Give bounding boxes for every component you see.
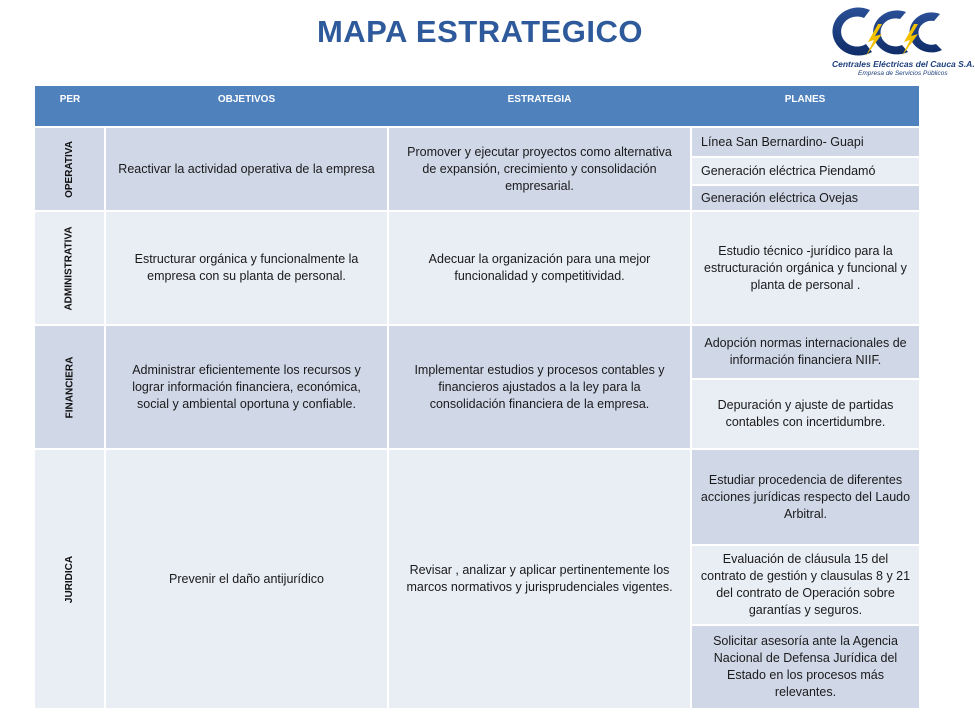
per-cell bbox=[35, 450, 104, 708]
objetivo-cell: Reactivar la actividad operativa de la empresa bbox=[106, 128, 387, 210]
logo-mark-icon bbox=[822, 2, 952, 62]
per-label: OPERATIVA bbox=[63, 140, 75, 198]
table-header bbox=[35, 86, 919, 126]
page-title: MAPA ESTRATEGICO bbox=[316, 14, 644, 49]
per-label: ADMINISTRATIVA bbox=[64, 225, 76, 311]
header-objetivos: OBJETIVOS bbox=[217, 94, 276, 105]
plan-cell: Estudiar procedencia de diferentes acciones jurídicas respecto del Laudo Arbitral. bbox=[692, 450, 919, 544]
logo-company-name: Centrales Eléctricas del Cauca S.A. bbox=[832, 59, 975, 69]
objetivo-cell: Administrar eficientemente los recursos y lograr información financiera, económica, social y ambiental oportuna y confiable. bbox=[106, 326, 387, 448]
plan-cell: Depuración y ajuste de partidas contables con incertidumbre. bbox=[692, 380, 919, 448]
plan-cell: Generación eléctrica Piendamó bbox=[692, 158, 919, 184]
plan-cell: Generación eléctrica Ovejas bbox=[692, 186, 919, 210]
company-logo bbox=[822, 2, 975, 82]
plan-cell: Estudio técnico -jurídico para la estructuración orgánica y funcional y planta de personal . bbox=[692, 212, 919, 324]
per-cell bbox=[35, 128, 104, 210]
per-label: FINANCIERA bbox=[63, 356, 75, 418]
header-per: PER bbox=[59, 94, 81, 105]
plan-cell: Línea San Bernardino- Guapi bbox=[692, 128, 919, 156]
header-planes: PLANES bbox=[784, 94, 826, 105]
strategy-table bbox=[35, 86, 919, 708]
per-cell bbox=[35, 326, 104, 448]
plan-cell: Adopción normas internacionales de información financiera NIIF. bbox=[692, 326, 919, 378]
objetivo-cell: Estructurar orgánica y funcionalmente la empresa con su planta de personal. bbox=[106, 212, 387, 324]
per-label: JURIDICA bbox=[63, 555, 75, 603]
logo-company-tagline: Empresa de Servicios Públicos bbox=[858, 70, 948, 77]
estrategia-cell: Revisar , analizar y aplicar pertinentemente los marcos normativos y jurisprudenciales vigentes. bbox=[389, 450, 690, 708]
plan-cell: Solicitar asesoría ante la Agencia Nacional de Defensa Jurídica del Estado en los procesos más relevantes. bbox=[692, 626, 919, 708]
estrategia-cell: Implementar estudios y procesos contables y financieros ajustados a la ley para la consolidación financiera de la empresa. bbox=[389, 326, 690, 448]
estrategia-cell: Adecuar la organización para una mejor funcionalidad y competitividad. bbox=[389, 212, 690, 324]
objetivo-cell: Prevenir el daño antijurídico bbox=[106, 450, 387, 708]
plan-cell: Evaluación de cláusula 15 del contrato de gestión y clausulas 8 y 21 del contrato de Operación sobre garantías y seguros. bbox=[692, 546, 919, 624]
estrategia-cell: Promover y ejecutar proyectos como alternativa de expansión, crecimiento y consolidación empresarial. bbox=[389, 128, 690, 210]
per-cell bbox=[35, 212, 104, 324]
header-estrategia: ESTRATEGIA bbox=[507, 94, 572, 105]
